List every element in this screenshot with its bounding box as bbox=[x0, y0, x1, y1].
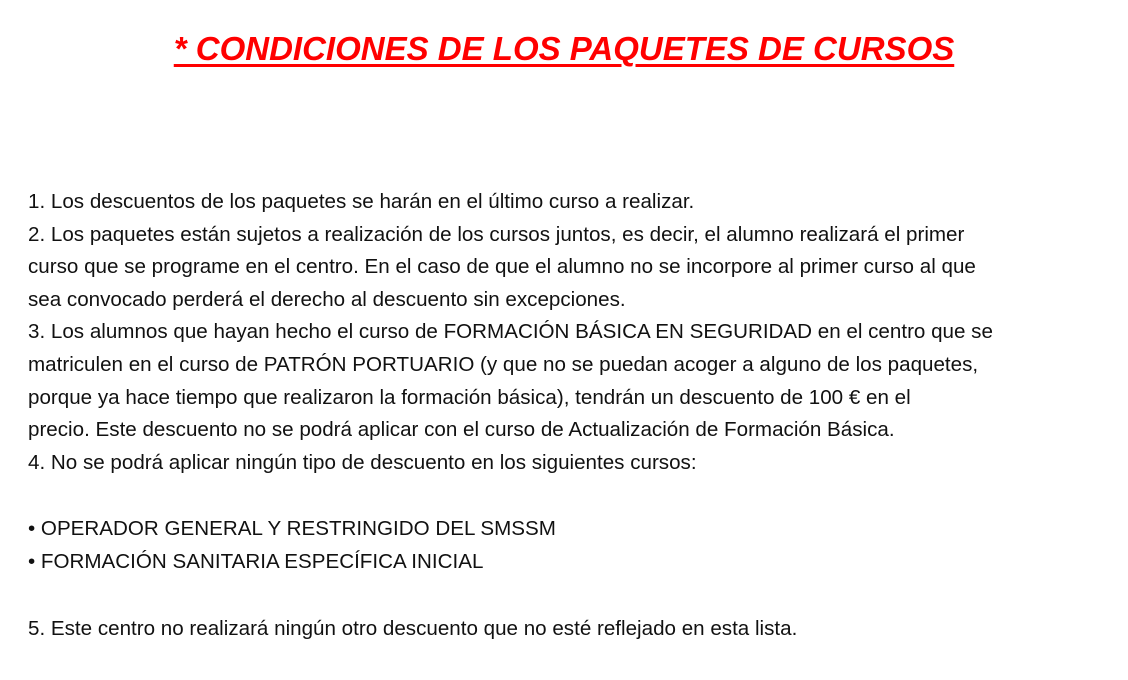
condition-3-line-1: 3. Los alumnos que hayan hecho el curso de FORMACIÓN BÁSICA EN SEGURIDAD en el centro que se bbox=[28, 320, 993, 344]
page-title bbox=[0, 30, 1128, 68]
excluded-course-1: • OPERADOR GENERAL Y RESTRINGIDO DEL SMSSM bbox=[28, 517, 556, 541]
condition-2-line-1: 2. Los paquetes están sujetos a realización de los cursos juntos, es decir, el alumno realizará el primer bbox=[28, 222, 965, 246]
excluded-course-2: • FORMACIÓN SANITARIA ESPECÍFICA INICIAL bbox=[28, 549, 484, 573]
conditions-list bbox=[28, 186, 1108, 645]
spacer bbox=[28, 579, 1108, 613]
condition-3-line-2: matriculen en el curso de PATRÓN PORTUARIO (y que no se puedan acoger a alguno de los paquetes, bbox=[28, 352, 979, 376]
condition-4: 4. No se podrá aplicar ningún tipo de descuento en los siguientes cursos: bbox=[28, 450, 697, 474]
condition-1: 1. Los descuentos de los paquetes se harán en el último curso a realizar. bbox=[28, 190, 695, 213]
condition-2-line-2: curso que se programe en el centro. En el caso de que el alumno no se incorpore al primer curso al que bbox=[28, 255, 976, 279]
condition-5: 5. Este centro no realizará ningún otro descuento que no esté reflejado en esta lista. bbox=[28, 616, 798, 640]
condition-3-line-3: porque ya hace tiempo que realizaron la formación básica), tendrán un descuento de 100 € en el bbox=[28, 385, 911, 409]
page-title-text: * CONDICIONES DE LOS PAQUETES DE CURSOS bbox=[173, 30, 955, 67]
condition-2-line-3: sea convocado perderá el derecho al descuento sin excepciones. bbox=[28, 287, 626, 311]
condition-3-line-4: precio. Este descuento no se podrá aplicar con el curso de Actualización de Formación Básica. bbox=[28, 418, 895, 442]
spacer bbox=[28, 479, 1108, 513]
